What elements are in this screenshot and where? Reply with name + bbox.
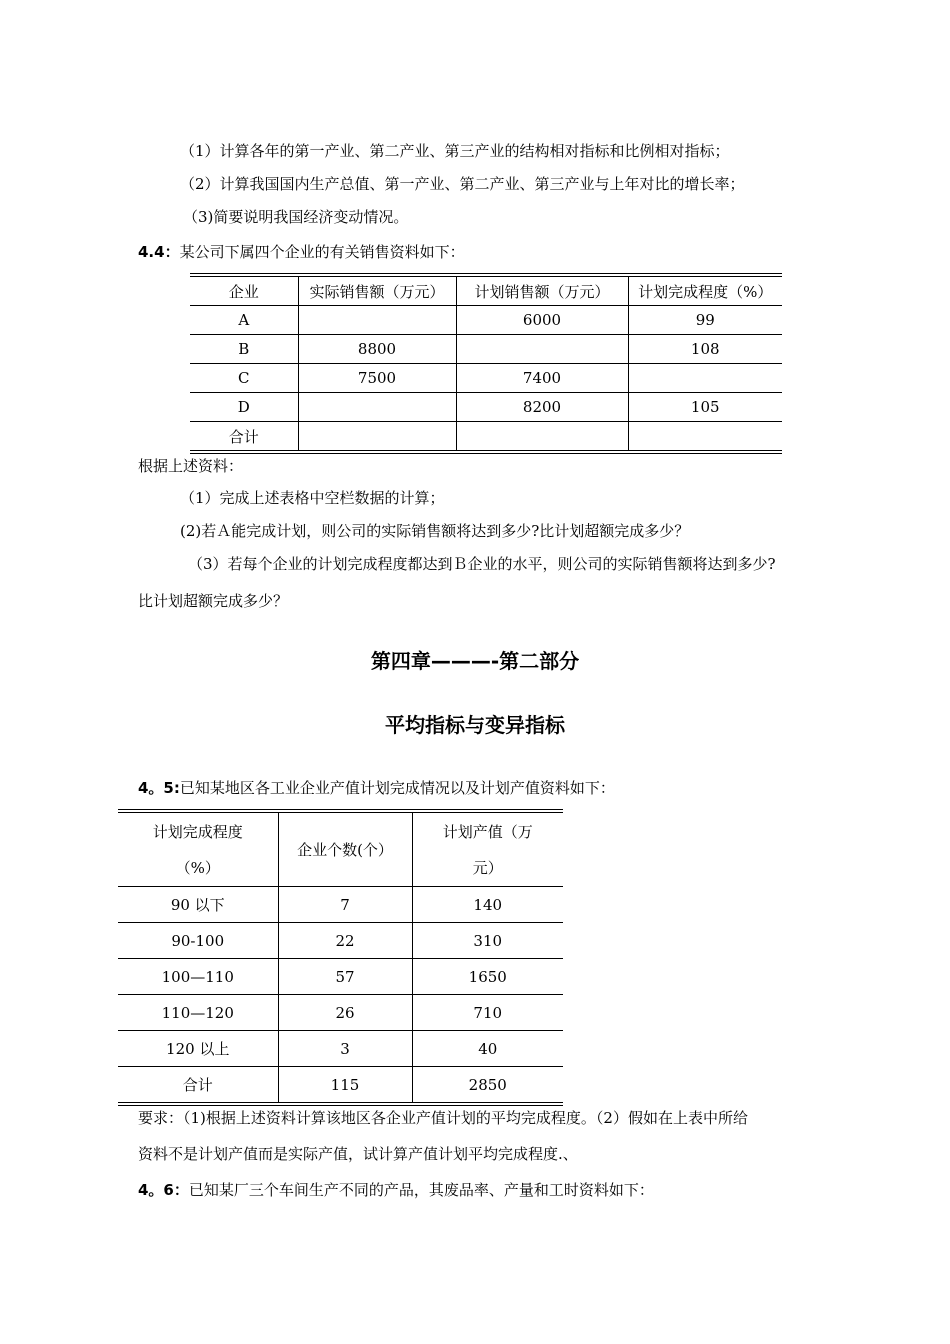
table-cell: 22 [278,923,412,959]
header-line: （%） [175,858,220,877]
table-header-row [118,811,563,887]
question-4-5 [138,778,615,798]
header-cell: 实际销售额（万元） [298,275,456,306]
table-cell: 90 以下 [118,887,278,923]
table-row [118,1031,563,1067]
question-text: 某公司下属四个企业的有关销售资料如下： [179,243,465,261]
table-cell: 99 [628,306,782,335]
table-row [190,393,782,422]
table-cell: 115 [278,1067,412,1105]
table-cell: 3 [278,1031,412,1067]
table-cell: 310 [412,923,563,959]
table-cell: B [190,335,298,364]
table-cell: 8200 [456,393,628,422]
table-cell: C [190,364,298,393]
table-cell [298,422,456,453]
table-cell: 6000 [456,306,628,335]
intro-item-3: （3)简要说明我国经济变动情况。 [183,208,409,226]
table-row [118,923,563,959]
header-cell: 计划完成程度（%） [628,275,782,306]
table-row [118,959,563,995]
requirement-line-1: 要求：（1)根据上述资料计算该地区各企业产值计划的平均完成程度。（2）假如在上表中所给 [138,1109,748,1127]
intro-item-1: （1）计算各年的第一产业、第二产业、第三产业的结构相对指标和比例相对指标； [180,142,730,160]
header-cell [412,811,563,887]
question-text: 已知某地区各工业企业产值计划完成情况以及计划产值资料如下： [179,779,615,797]
table-cell: A [190,306,298,335]
table-cell: D [190,393,298,422]
question-text: 已知某厂三个车间生产不同的产品，其废品率、产量和工时资料如下： [188,1181,654,1199]
table-cell: 8800 [298,335,456,364]
section-title: 平均指标与变异指标 [385,713,565,737]
question-number: 4。5: [138,779,180,797]
table-cell: 105 [628,393,782,422]
table-cell: 合计 [190,422,298,453]
table-row [190,422,782,453]
chapter-title: 第四章———-第二部分 [370,649,580,673]
table-cell [456,335,628,364]
header-line: 元） [472,858,503,877]
table-cell: 90-100 [118,923,278,959]
table-cell: 100—110 [118,959,278,995]
table-cell: 7400 [456,364,628,393]
table-row [118,995,563,1031]
table-row [118,887,563,923]
sales-table [190,273,782,454]
table-cell: 7 [278,887,412,923]
header-cell: 企业个数(个） [278,811,412,887]
question-4-6 [138,1180,654,1200]
table-row [118,1067,563,1105]
header-line: 计划完成程度 [152,822,243,841]
table-cell: 1650 [412,959,563,995]
question-4-4 [138,242,465,262]
table-cell [628,364,782,393]
table-header-row [190,275,782,306]
intro-item-2: （2）计算我国国内生产总值、第一产业、第二产业、第三产业与上年对比的增长率； [180,175,745,193]
table-cell: 7500 [298,364,456,393]
table-cell: 2850 [412,1067,563,1105]
table-row [190,335,782,364]
task-2: (2)若Ａ能完成计划，则公司的实际销售额将达到多少?比计划超额完成多少？ [180,522,690,540]
table-row [190,306,782,335]
header-cell: 计划销售额（万元） [456,275,628,306]
header-cell: 企业 [228,282,259,301]
table-cell [298,393,456,422]
table-cell: 120 以上 [118,1031,278,1067]
table-cell: 合计 [118,1067,278,1105]
question-number: 4.4： [138,243,180,261]
table-cell: 57 [278,959,412,995]
task-1: （1）完成上述表格中空栏数据的计算； [180,489,445,507]
table-cell: 40 [412,1031,563,1067]
table-cell [298,306,456,335]
output-plan-table [118,809,563,1106]
table-cell: 26 [278,995,412,1031]
question-number: 4。6： [138,1181,189,1199]
table-cell: 140 [412,887,563,923]
task-3-continued: 比计划超额完成多少？ [138,592,289,610]
table-cell: 710 [412,995,563,1031]
table-row [190,364,782,393]
table-cell [456,422,628,453]
after-table-text: 根据上述资料： [138,457,244,475]
header-cell [118,811,278,887]
task-3: （3）若每个企业的计划完成程度都达到Ｂ企业的水平，则公司的实际销售额将达到多少? [188,555,776,573]
header-line: 计划产值（万 [442,822,533,841]
table-cell: 108 [628,335,782,364]
requirement-line-2: 资料不是计划产值而是实际产值，试计算产值计划平均完成程度.、 [138,1145,578,1163]
table-cell: 110—120 [118,995,278,1031]
table-cell [628,422,782,453]
